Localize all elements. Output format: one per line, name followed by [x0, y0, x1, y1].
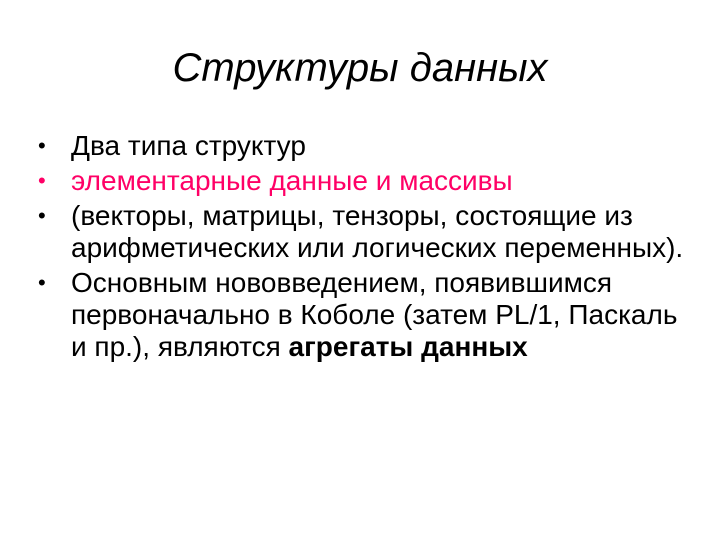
bullet-item: [38, 267, 688, 363]
bullet-item: [38, 200, 688, 264]
bullet-text: элементарные данные и массивы: [71, 165, 513, 196]
bullet-bold-term: агрегаты данных: [288, 331, 528, 362]
bullet-icon: •: [38, 168, 46, 193]
bullet-list: [38, 130, 688, 366]
bullet-icon: •: [38, 270, 46, 295]
bullet-text: (векторы, матрицы, тензоры, состоящие из арифметических или логических переменных).: [71, 200, 684, 263]
bullet-text: Основным нововведением, появившимся первоначально в Коболе (затем PL/1, Паскаль и пр.), являются: [71, 267, 678, 362]
slide-title: Структуры данных: [172, 46, 548, 90]
bullet-text: Два типа структур: [71, 130, 306, 161]
bullet-item: [38, 130, 688, 162]
bullet-item-highlighted: [38, 165, 688, 197]
bullet-icon: •: [38, 133, 46, 158]
bullet-icon: •: [38, 203, 46, 228]
